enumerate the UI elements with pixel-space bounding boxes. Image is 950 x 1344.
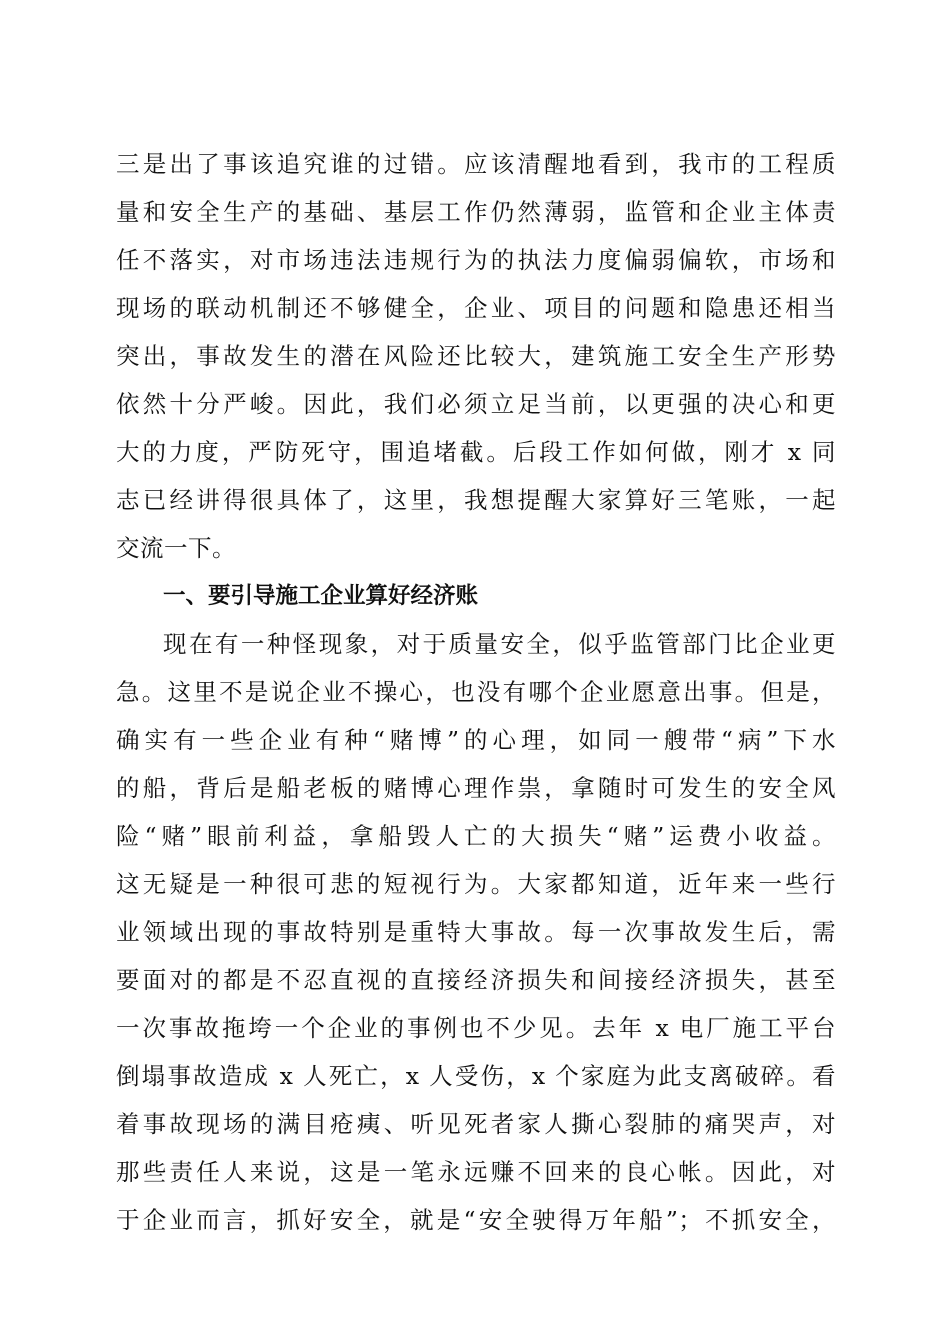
text-line: 业领域出现的事故特别是重特大事故。每一次事故发生后，需 [116,918,836,946]
text-line: 任不落实，对市场违法违规行为的执法力度偏弱偏软，市场和 [116,246,836,274]
text-line: 三是出了事该追究谁的过错。应该清醒地看到，我市的工程质 [116,150,836,178]
paragraph-economic-account [116,620,836,1244]
text-line: 大的力度，严防死守，围追堵截。后段工作如何做，刚才 x 同 [116,438,836,466]
text-line: 要面对的都是不忍直视的直接经济损失和间接经济损失，甚至 [116,966,836,994]
text-line: 倒塌事故造成 x 人死亡，x 人受伤，x 个家庭为此支离破碎。看 [116,1062,836,1090]
text-line: 于企业而言，抓好安全，就是“安全驶得万年船”；不抓安全， [116,1206,836,1234]
text-line: 险“赌”眼前利益，拿船毁人亡的大损失“赌”运费小收益。 [116,822,836,850]
section-heading: 一、要引导施工企业算好经济账 [163,583,479,609]
text-line: 现场的联动机制还不够健全，企业、项目的问题和隐患还相当 [116,294,836,322]
document-body [116,140,836,1244]
text-line: 的船，背后是船老板的赌博心理作祟，拿随时可发生的安全风 [116,774,836,802]
text-line: 这无疑是一种很可悲的短视行为。大家都知道，近年来一些行 [116,870,836,898]
text-line: 依然十分严峻。因此，我们必须立足当前，以更强的决心和更 [116,390,836,418]
text-line: 急。这里不是说企业不操心，也没有哪个企业愿意出事。但是， [116,678,836,706]
paragraph-intro [116,140,836,572]
text-line: 那些责任人来说，这是一笔永远赚不回来的良心帐。因此，对 [116,1158,836,1186]
text-line: 交流一下。 [116,534,236,562]
text-line: 确实有一些企业有种“赌博”的心理，如同一艘带“病”下水 [116,726,836,754]
text-line: 现在有一种怪现象，对于质量安全，似乎监管部门比企业更 [163,630,836,658]
text-line: 志已经讲得很具体了，这里，我想提醒大家算好三笔账，一起 [116,486,836,514]
text-line: 着事故现场的满目疮痍、听见死者家人撕心裂肺的痛哭声，对 [116,1110,836,1138]
text-line: 突出，事故发生的潜在风险还比较大，建筑施工安全生产形势 [116,342,836,370]
text-line: 量和安全生产的基础、基层工作仍然薄弱，监管和企业主体责 [116,198,836,226]
text-line: 一次事故拖垮一个企业的事例也不少见。去年 x 电厂施工平台 [116,1014,836,1042]
